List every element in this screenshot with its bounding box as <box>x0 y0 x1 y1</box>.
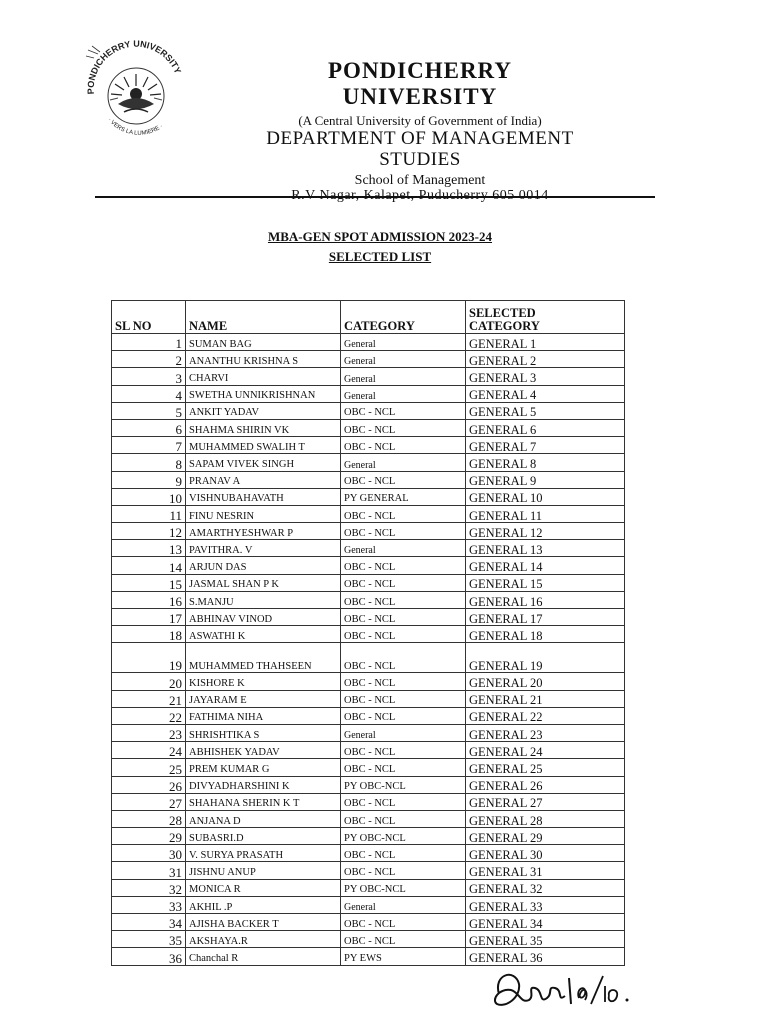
category-cell: General <box>341 385 466 402</box>
name-cell: SAPAM VIVEK SINGH <box>186 454 341 471</box>
sl-no-cell: 8 <box>112 454 186 471</box>
name-cell: SHAHANA SHERIN K T <box>186 793 341 810</box>
selected-category-cell: GENERAL 9 <box>466 471 625 488</box>
header-selected-line2: CATEGORY <box>469 318 540 333</box>
table-row <box>112 591 625 608</box>
sl-no-cell: 27 <box>112 793 186 810</box>
category-cell: PY OBC-NCL <box>341 776 466 793</box>
category-cell: OBC - NCL <box>341 759 466 776</box>
header-sl-no: SL NO <box>112 301 186 334</box>
name-cell: AMARTHYESHWAR P <box>186 523 341 540</box>
sl-no-cell: 22 <box>112 707 186 724</box>
address: R.V Nagar, Kalapet, Puducherry 605 0014 <box>291 188 549 204</box>
selected-category-cell: GENERAL 5 <box>466 402 625 419</box>
category-cell: General <box>341 368 466 385</box>
table-row <box>112 574 625 591</box>
name-cell: ARJUN DAS <box>186 557 341 574</box>
name-cell: CHARVI <box>186 368 341 385</box>
table-row <box>112 673 625 690</box>
sl-no-cell: 19 <box>112 643 186 673</box>
category-cell: OBC - NCL <box>341 419 466 436</box>
sl-no-cell: 16 <box>112 591 186 608</box>
name-cell: PREM KUMAR G <box>186 759 341 776</box>
table-row <box>112 931 625 948</box>
selected-category-cell: GENERAL 14 <box>466 557 625 574</box>
category-cell: OBC - NCL <box>341 931 466 948</box>
letterhead <box>240 58 600 204</box>
sl-no-cell: 23 <box>112 724 186 741</box>
name-cell: VISHNUBAHAVATH <box>186 488 341 505</box>
selected-category-cell: GENERAL 8 <box>466 454 625 471</box>
sl-no-cell: 7 <box>112 437 186 454</box>
selected-category-cell: GENERAL 35 <box>466 931 625 948</box>
name-cell: JASMAL SHAN P K <box>186 574 341 591</box>
table-row <box>112 948 625 965</box>
selected-category-cell: GENERAL 27 <box>466 793 625 810</box>
selected-category-cell: GENERAL 2 <box>466 351 625 368</box>
name-cell: AJISHA BACKER T <box>186 914 341 931</box>
sl-no-cell: 12 <box>112 523 186 540</box>
category-cell: General <box>341 896 466 913</box>
name-cell: Chanchal R <box>186 948 341 965</box>
name-cell: SWETHA UNNIKRISHNAN <box>186 385 341 402</box>
svg-text:· VERS LA LUMIERE ·: · VERS LA LUMIERE · <box>106 117 165 137</box>
category-cell: General <box>341 540 466 557</box>
sl-no-cell: 10 <box>112 488 186 505</box>
selected-category-cell: GENERAL 32 <box>466 879 625 896</box>
table-row <box>112 419 625 436</box>
category-cell: OBC - NCL <box>341 643 466 673</box>
sl-no-cell: 26 <box>112 776 186 793</box>
selected-category-cell: GENERAL 18 <box>466 626 625 643</box>
table-row <box>112 896 625 913</box>
sl-no-cell: 18 <box>112 626 186 643</box>
selected-category-cell: GENERAL 19 <box>466 643 625 673</box>
name-cell: SHRISHTIKA S <box>186 724 341 741</box>
sl-no-cell: 34 <box>112 914 186 931</box>
category-cell: OBC - NCL <box>341 402 466 419</box>
category-cell: OBC - NCL <box>341 793 466 810</box>
table-row <box>112 828 625 845</box>
category-cell: General <box>341 351 466 368</box>
selected-category-cell: GENERAL 7 <box>466 437 625 454</box>
selected-category-cell: GENERAL 20 <box>466 673 625 690</box>
header-divider <box>95 196 655 198</box>
sl-no-cell: 29 <box>112 828 186 845</box>
sl-no-cell: 1 <box>112 334 186 351</box>
sl-no-cell: 6 <box>112 419 186 436</box>
svg-text:PONDICHERRY UNIVERSITY: PONDICHERRY UNIVERSITY <box>85 38 184 95</box>
header-name: NAME <box>186 301 341 334</box>
table-row <box>112 776 625 793</box>
selected-category-cell: GENERAL 17 <box>466 609 625 626</box>
table-row <box>112 626 625 643</box>
selected-category-cell: GENERAL 36 <box>466 948 625 965</box>
name-cell: AKSHAYA.R <box>186 931 341 948</box>
selected-category-cell: GENERAL 16 <box>466 591 625 608</box>
category-cell: OBC - NCL <box>341 609 466 626</box>
document-subtitle: SELECTED LIST <box>328 249 432 264</box>
header-selected-category <box>466 301 625 334</box>
sl-no-cell: 30 <box>112 845 186 862</box>
selected-category-cell: GENERAL 1 <box>466 334 625 351</box>
selected-list-table <box>111 300 625 966</box>
name-cell: AKHIL .P <box>186 896 341 913</box>
category-cell: OBC - NCL <box>341 845 466 862</box>
university-seal-icon <box>80 34 190 138</box>
table-row <box>112 505 625 522</box>
table-row <box>112 334 625 351</box>
selected-category-cell: GENERAL 21 <box>466 690 625 707</box>
category-cell: PY OBC-NCL <box>341 879 466 896</box>
selected-category-cell: GENERAL 26 <box>466 776 625 793</box>
category-cell: OBC - NCL <box>341 810 466 827</box>
name-cell: SHAHMA SHIRIN VK <box>186 419 341 436</box>
category-cell: OBC - NCL <box>341 437 466 454</box>
category-cell: PY GENERAL <box>341 488 466 505</box>
name-cell: MUHAMMED SWALIH T <box>186 437 341 454</box>
selected-category-cell: GENERAL 4 <box>466 385 625 402</box>
table-row <box>112 385 625 402</box>
selected-category-cell: GENERAL 25 <box>466 759 625 776</box>
table-row <box>112 879 625 896</box>
selected-category-cell: GENERAL 15 <box>466 574 625 591</box>
sl-no-cell: 5 <box>112 402 186 419</box>
name-cell: S.MANJU <box>186 591 341 608</box>
selected-category-cell: GENERAL 11 <box>466 505 625 522</box>
table-row <box>112 454 625 471</box>
department-line1: DEPARTMENT OF MANAGEMENT <box>266 128 574 150</box>
sl-no-cell: 28 <box>112 810 186 827</box>
name-cell: FATHIMA NIHA <box>186 707 341 724</box>
table-row <box>112 914 625 931</box>
name-cell: KISHORE K <box>186 673 341 690</box>
name-cell: V. SURYA PRASATH <box>186 845 341 862</box>
category-cell: OBC - NCL <box>341 673 466 690</box>
name-cell: JAYARAM E <box>186 690 341 707</box>
category-cell: OBC - NCL <box>341 862 466 879</box>
selected-category-cell: GENERAL 33 <box>466 896 625 913</box>
table-header-row <box>112 301 625 334</box>
name-cell: PAVITHRA. V <box>186 540 341 557</box>
name-cell: ANANTHU KRISHNA S <box>186 351 341 368</box>
selected-category-cell: GENERAL 28 <box>466 810 625 827</box>
sl-no-cell: 25 <box>112 759 186 776</box>
category-cell: PY EWS <box>341 948 466 965</box>
name-cell: ABHISHEK YADAV <box>186 742 341 759</box>
category-cell: OBC - NCL <box>341 626 466 643</box>
sl-no-cell: 33 <box>112 896 186 913</box>
sl-no-cell: 20 <box>112 673 186 690</box>
table-row <box>112 707 625 724</box>
table-row <box>112 368 625 385</box>
sl-no-cell: 2 <box>112 351 186 368</box>
selected-category-cell: GENERAL 12 <box>466 523 625 540</box>
table-body <box>112 334 625 966</box>
central-university-note: (A Central University of Government of India) <box>298 112 542 128</box>
sl-no-cell: 36 <box>112 948 186 965</box>
name-cell: PRANAV A <box>186 471 341 488</box>
category-cell: OBC - NCL <box>341 707 466 724</box>
category-cell: OBC - NCL <box>341 690 466 707</box>
category-cell: General <box>341 454 466 471</box>
selected-category-cell: GENERAL 24 <box>466 742 625 759</box>
table-row <box>112 523 625 540</box>
category-cell: General <box>341 724 466 741</box>
signature-icon <box>485 964 635 1020</box>
sl-no-cell: 35 <box>112 931 186 948</box>
school-name: School of Management <box>354 172 486 188</box>
selected-category-cell: GENERAL 34 <box>466 914 625 931</box>
header-category: CATEGORY <box>341 301 466 334</box>
sl-no-cell: 17 <box>112 609 186 626</box>
table-row <box>112 742 625 759</box>
sl-no-cell: 9 <box>112 471 186 488</box>
sl-no-cell: 24 <box>112 742 186 759</box>
category-cell: OBC - NCL <box>341 591 466 608</box>
table-row <box>112 759 625 776</box>
selected-category-cell: GENERAL 23 <box>466 724 625 741</box>
table-row <box>112 862 625 879</box>
table-row <box>112 609 625 626</box>
selected-category-cell: GENERAL 22 <box>466 707 625 724</box>
category-cell: PY OBC-NCL <box>341 828 466 845</box>
name-cell: FINU NESRIN <box>186 505 341 522</box>
table-row <box>112 557 625 574</box>
selected-category-cell: GENERAL 13 <box>466 540 625 557</box>
sl-no-cell: 14 <box>112 557 186 574</box>
table-row <box>112 351 625 368</box>
sl-no-cell: 4 <box>112 385 186 402</box>
table-row <box>112 540 625 557</box>
category-cell: OBC - NCL <box>341 742 466 759</box>
category-cell: OBC - NCL <box>341 914 466 931</box>
name-cell: MONICA R <box>186 879 341 896</box>
name-cell: ABHINAV VINOD <box>186 609 341 626</box>
name-cell: ANKIT YADAV <box>186 402 341 419</box>
table-row <box>112 793 625 810</box>
name-cell: SUMAN BAG <box>186 334 341 351</box>
category-cell: OBC - NCL <box>341 471 466 488</box>
selected-category-cell: GENERAL 6 <box>466 419 625 436</box>
document-title: MBA-GEN SPOT ADMISSION 2023-24 <box>267 229 493 244</box>
table-row <box>112 437 625 454</box>
table-row <box>112 724 625 741</box>
name-cell: DIVYADHARSHINI K <box>186 776 341 793</box>
table-row <box>112 810 625 827</box>
selected-category-cell: GENERAL 10 <box>466 488 625 505</box>
name-cell: MUHAMMED THAHSEEN <box>186 643 341 673</box>
selected-category-cell: GENERAL 30 <box>466 845 625 862</box>
category-cell: General <box>341 334 466 351</box>
selected-category-cell: GENERAL 31 <box>466 862 625 879</box>
sl-no-cell: 15 <box>112 574 186 591</box>
table-row <box>112 402 625 419</box>
category-cell: OBC - NCL <box>341 523 466 540</box>
sl-no-cell: 21 <box>112 690 186 707</box>
table-row <box>112 643 625 673</box>
table-row <box>112 471 625 488</box>
selected-category-cell: GENERAL 29 <box>466 828 625 845</box>
category-cell: OBC - NCL <box>341 505 466 522</box>
name-cell: SUBASRI.D <box>186 828 341 845</box>
sl-no-cell: 31 <box>112 862 186 879</box>
category-cell: OBC - NCL <box>341 557 466 574</box>
name-cell: ANJANA D <box>186 810 341 827</box>
sl-no-cell: 3 <box>112 368 186 385</box>
name-cell: JISHNU ANUP <box>186 862 341 879</box>
sl-no-cell: 32 <box>112 879 186 896</box>
table-row <box>112 845 625 862</box>
university-name-line2: UNIVERSITY <box>342 83 498 109</box>
category-cell: OBC - NCL <box>341 574 466 591</box>
university-name-line1: PONDICHERRY <box>328 58 512 83</box>
name-cell: ASWATHI K <box>186 626 341 643</box>
sl-no-cell: 11 <box>112 505 186 522</box>
department-line2: STUDIES <box>379 149 461 171</box>
selected-category-cell: GENERAL 3 <box>466 368 625 385</box>
table-row <box>112 488 625 505</box>
sl-no-cell: 13 <box>112 540 186 557</box>
header-selected-line1: SELECTED <box>469 306 536 320</box>
table-row <box>112 690 625 707</box>
